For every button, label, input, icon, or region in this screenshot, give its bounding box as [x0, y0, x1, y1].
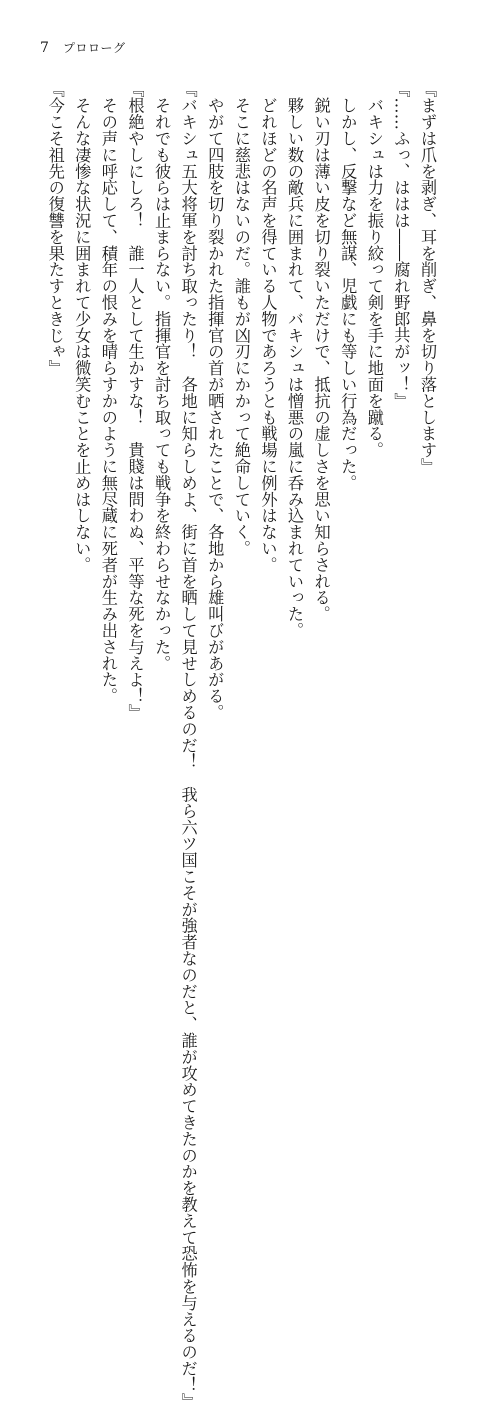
- text-line: 『バキシュ五大将軍を討ち取ったり！ 各地に知らしめよ、街に首を晒して見せしめるのだ！ 我ら六ツ国こそが強者なのだと、誰が攻めてきたのかを教えて恐怖を与えるのだ！』: [178, 81, 198, 1409]
- chapter-title: プロローグ: [63, 41, 126, 55]
- text-line: そこに慈悲はないのだ。誰もが凶刃にかかって絶命していく。: [231, 81, 251, 557]
- text-line: 夥しい数の敵兵に囲まれて、バキシュは憎悪の嵐に呑み込まれていった。: [285, 81, 305, 639]
- text-line: そんな凄惨な状況に囲まれて少女は微笑むことを止めはしない。: [72, 81, 92, 573]
- text-line: やがて四肢を切り裂かれた指揮官の首が晒されたことで、各地から雄叫びがあがる。: [205, 81, 225, 721]
- text-line: 鋭い刃は薄い皮を切り裂いただけで、抵抗の虚しさを思い知らされる。: [311, 81, 331, 623]
- text-line: その声に呼応して、積年の恨みを晴らすかのように無尽蔵に死者が生み出された。: [98, 81, 118, 705]
- page-number: 7: [40, 40, 49, 56]
- body-text: [45, 81, 440, 1409]
- text-line: 『まずは爪を剥ぎ、耳を削ぎ、鼻を切り落とします』: [418, 81, 437, 475]
- text-line: しかし、反撃など無謀、児戯にも等しい行為だった。: [338, 81, 358, 491]
- text-line: それでも彼らは止まらない。指揮官を討ち取っても戦争を終わらせなかった。: [152, 81, 172, 672]
- text-line: 『……ふっ、ははは――腐れ野郎共がッ！』: [391, 81, 411, 409]
- text-line: どれほどの名声を得ている人物であろうとも戦場に例外はない。: [258, 81, 278, 573]
- text-line: 『根絶やしにしろ！ 誰一人として生かすな！ 貴賤は問わぬ、平等な死を与えよ！』: [125, 81, 145, 721]
- text-line: バキシュは力を振り絞って剣を手に地面を蹴る。: [364, 81, 384, 459]
- text-line: 『今こそ祖先の復讐を果たすときじゃ』: [45, 81, 65, 377]
